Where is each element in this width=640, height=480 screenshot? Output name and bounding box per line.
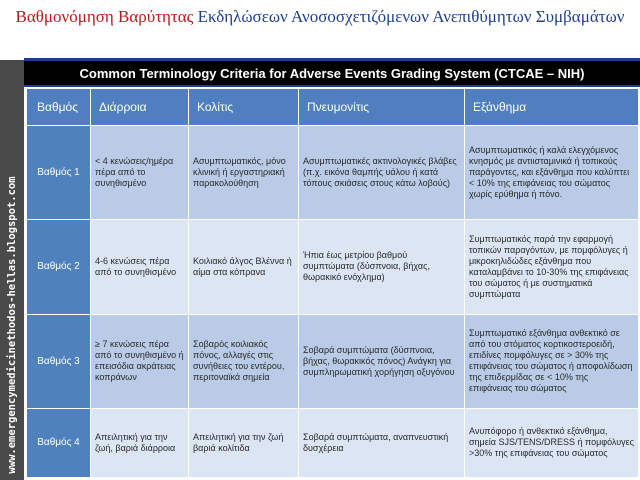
pneumonitis-cell: Ασυμπτωματικές ακτινολογικές βλάβες (π.χ. εικόνα θαμπής υάλου ή κατά τόπους σκιάσεις στους κάτω λοβούς) bbox=[299, 126, 465, 220]
header-grade: Βαθμός bbox=[27, 89, 91, 126]
banner-bottom-line bbox=[24, 85, 640, 87]
pneumonitis-cell: Σοβαρά συμπτώματα (δύσπνοια, βήχας, θωρακικός πόνος) Ανάγκη για συμπληρωματική χορήγηση οξυγόνου bbox=[299, 314, 465, 408]
table-row bbox=[27, 314, 639, 408]
header-diarrhea: Διάρροια bbox=[91, 89, 189, 126]
grading-table bbox=[26, 88, 639, 478]
header-colitis: Κολίτις bbox=[189, 89, 299, 126]
table-row bbox=[27, 220, 639, 314]
colitis-cell: Σοβαρός κοιλιακός πόνος, αλλαγές στις συνήθειες του εντέρου, περιτοναϊκά σημεία bbox=[189, 314, 299, 408]
table-row bbox=[27, 408, 639, 477]
title-part-red: Βαθμονόμηση Βαρύτητας bbox=[15, 7, 194, 26]
pneumonitis-cell: Ήπια έως μετρίου βαθμού συμπτώματα (δύσπνοια, βήχας, θωρακικό ενόχλημα) bbox=[299, 220, 465, 314]
diarrhea-cell: ≥ 7 κενώσεις πέρα από το συνηθισμένο ή επεισόδια ακράτειας κοπράνων bbox=[91, 314, 189, 408]
table-header-row bbox=[27, 89, 639, 126]
colitis-cell: Κοιλιακό άλγος Βλέννα ή αίμα στα κόπρανα bbox=[189, 220, 299, 314]
rash-cell: Ανυπόφορο ή ανθεκτικό εξάνθημα, σημεία SJS/TENS/DRESS ή πομφόλυγες >30% της επιφάνειας του σώματος bbox=[465, 408, 639, 477]
diarrhea-cell: 4-6 κενώσεις πέρα από το συνηθισμένο bbox=[91, 220, 189, 314]
colitis-cell: Απειλητική για την ζωή βαριά κολίτιδα bbox=[189, 408, 299, 477]
diarrhea-cell: Απειλητική για την ζωή, βαριά διάρροια bbox=[91, 408, 189, 477]
header-rash: Εξάνθημα bbox=[465, 89, 639, 126]
title-part-blue: Εκδηλώσεων Ανοσοσχετιζόμενων Ανεπιθύμητων Συμβαμάτων bbox=[197, 7, 625, 26]
side-url-text: www.emergencymedicinethodos-hellas.blogspot.com bbox=[6, 176, 18, 474]
grade-cell: Βαθμός 1 bbox=[27, 126, 91, 220]
grade-cell: Βαθμός 3 bbox=[27, 314, 91, 408]
table-row bbox=[27, 126, 639, 220]
table-banner: Common Terminology Criteria for Adverse Events Grading System (CTCAE – NIH) bbox=[24, 61, 640, 85]
page-title bbox=[0, 6, 640, 28]
side-bar bbox=[0, 60, 24, 480]
rash-cell: Συμπτωματικός παρά την εφαρμογή τοπικών παραγόντων, με πομφόλυγες ή μικροκηλιδώδες εξάνθημα που καταλαμβάνει το 10-30% της επιφάνειας του σώματος ή με συστηματικά συμπτώματα bbox=[465, 220, 639, 314]
pneumonitis-cell: Σοβαρά συμπτώματα, αναπνευστική δυσχέρεια bbox=[299, 408, 465, 477]
rash-cell: Ασυμπτωματικός ή καλά ελεγχόμενος κνησμός με αντιισταμινικά ή τοπικούς παράγοντες, και εξάνθημα που καλύπτει < 10% της επιφάνειας του σώματος χωρίς ερύθημα ή πόνο. bbox=[465, 126, 639, 220]
diarrhea-cell: < 4 κενώσεις/ημέρα πέρα από το συνηθισμένο bbox=[91, 126, 189, 220]
rash-cell: Συμπτωματικό εξάνθημα ανθεκτικό σε από του στόματος κορτικοστεροειδή, επιδίνες πομφόλυγες σε > 30% της επιφάνειας του σώματος ή αποφολίδωση της επιδερμίδας σε < 10% της επιφάνειας του σώματος bbox=[465, 314, 639, 408]
colitis-cell: Ασυμπτωματικός, μόνο κλινική ή εργαστηριακή παρακολούθηση bbox=[189, 126, 299, 220]
header-pneumonitis: Πνευμονίτις bbox=[299, 89, 465, 126]
grade-cell: Βαθμός 2 bbox=[27, 220, 91, 314]
grade-cell: Βαθμός 4 bbox=[27, 408, 91, 477]
